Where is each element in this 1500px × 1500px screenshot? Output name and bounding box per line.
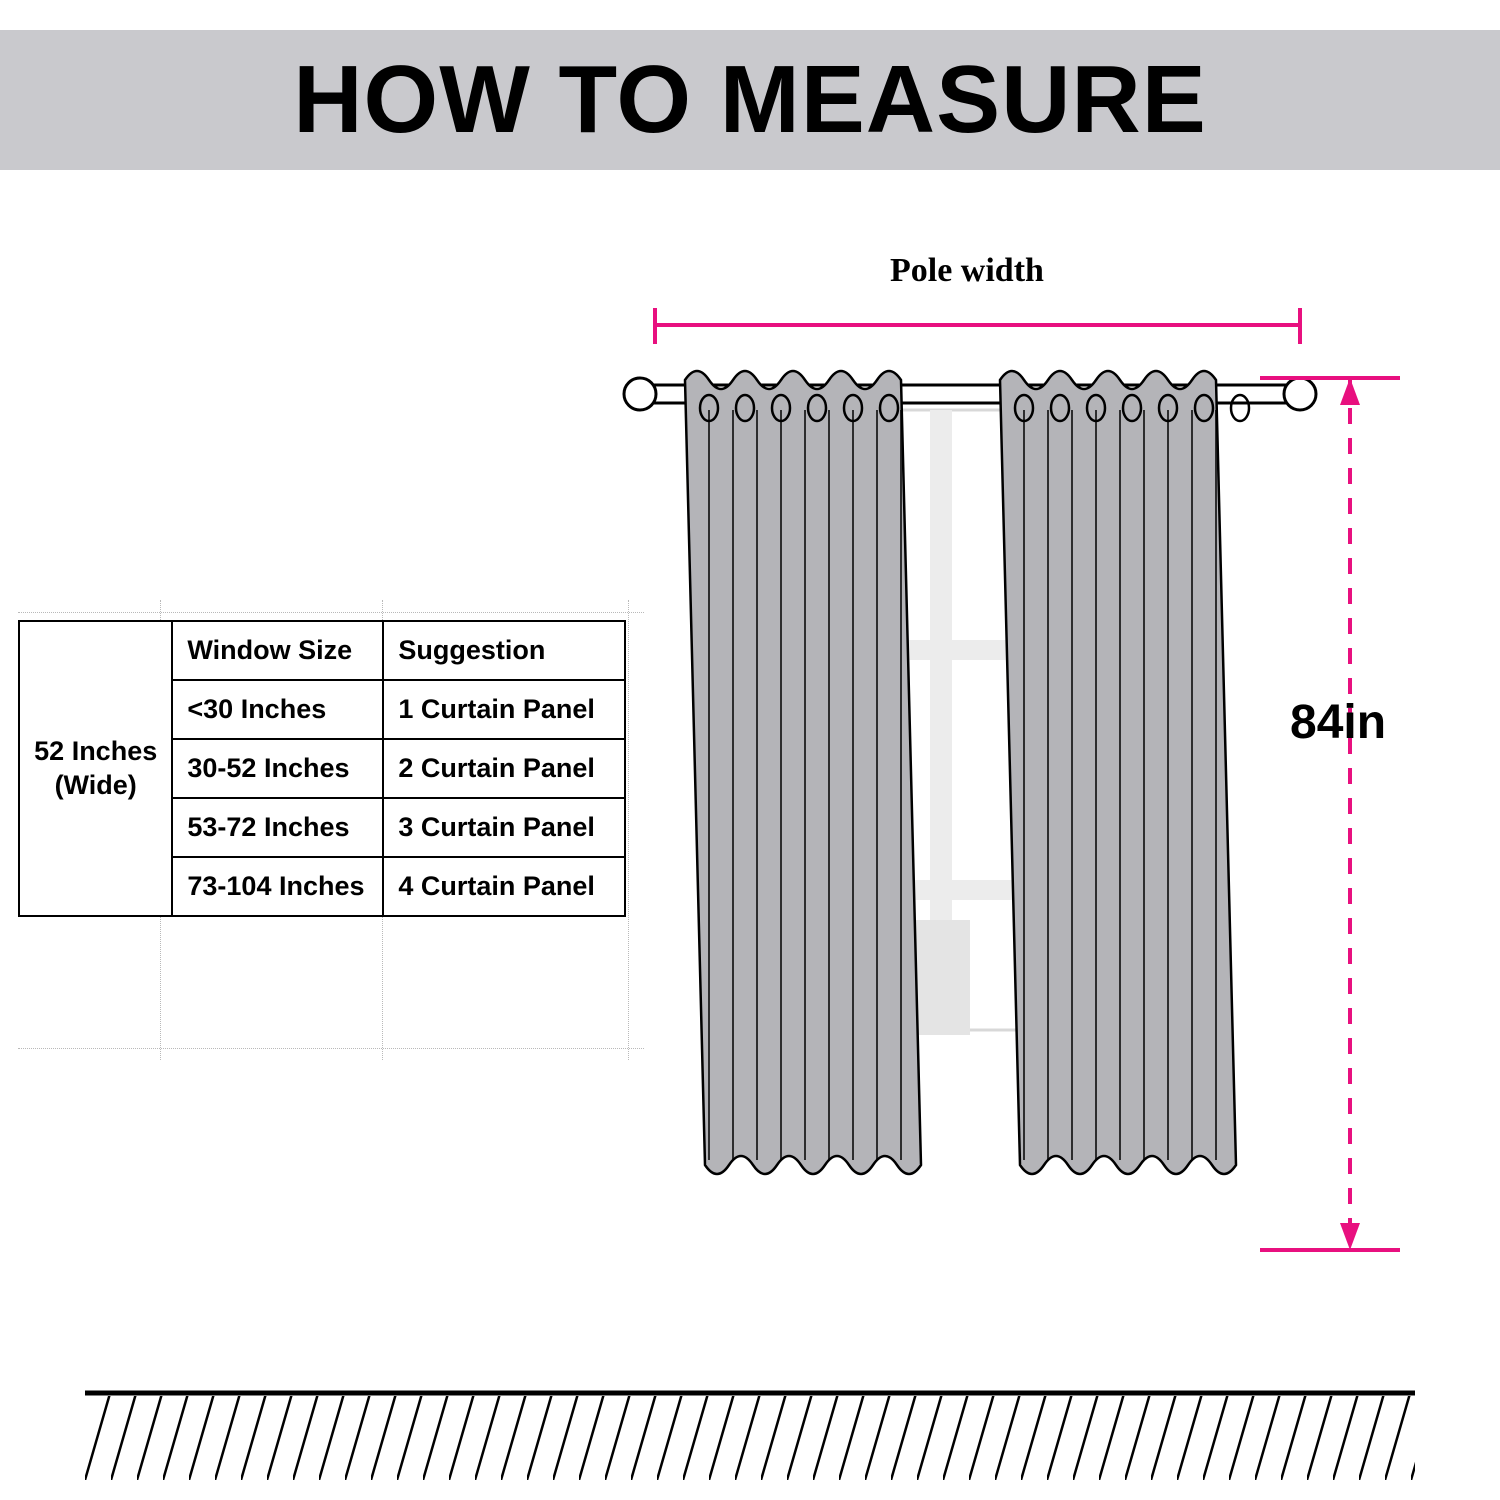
- window-size-table: [18, 620, 626, 917]
- header-banner: [0, 30, 1500, 170]
- cell-window-size: <30 Inches: [172, 680, 383, 739]
- cell-window-size: 73-104 Inches: [172, 857, 383, 916]
- curtain-panel-right: [1000, 371, 1249, 1174]
- cell-suggestion: 2 Curtain Panel: [383, 739, 625, 798]
- cell-window-size: 53-72 Inches: [172, 798, 383, 857]
- wide-label-cell: [19, 621, 172, 916]
- pole-width-label: Pole width: [890, 252, 1044, 289]
- curtain-diagram: [600, 252, 1460, 1290]
- page-title: HOW TO MEASURE: [293, 46, 1207, 153]
- pole-width-dimension: [655, 308, 1300, 344]
- height-dimension: [1260, 378, 1400, 1250]
- wide-label-line1: 52 Inches: [34, 735, 158, 766]
- cell-suggestion: 4 Curtain Panel: [383, 857, 625, 916]
- wide-label-line2: (Wide): [54, 769, 137, 800]
- table-row: [19, 621, 625, 680]
- height-label: 84in: [1290, 696, 1387, 749]
- curtain-panel-left: [685, 371, 921, 1174]
- cell-suggestion: 1 Curtain Panel: [383, 680, 625, 739]
- cell-suggestion: 3 Curtain Panel: [383, 798, 625, 857]
- table-header-suggestion: Suggestion: [383, 621, 625, 680]
- guide-line-bottom: [18, 1048, 644, 1049]
- cell-window-size: 30-52 Inches: [172, 739, 383, 798]
- floor-hatching: [85, 1390, 1415, 1480]
- guide-line-top: [18, 612, 644, 613]
- table-header-window-size: Window Size: [172, 621, 383, 680]
